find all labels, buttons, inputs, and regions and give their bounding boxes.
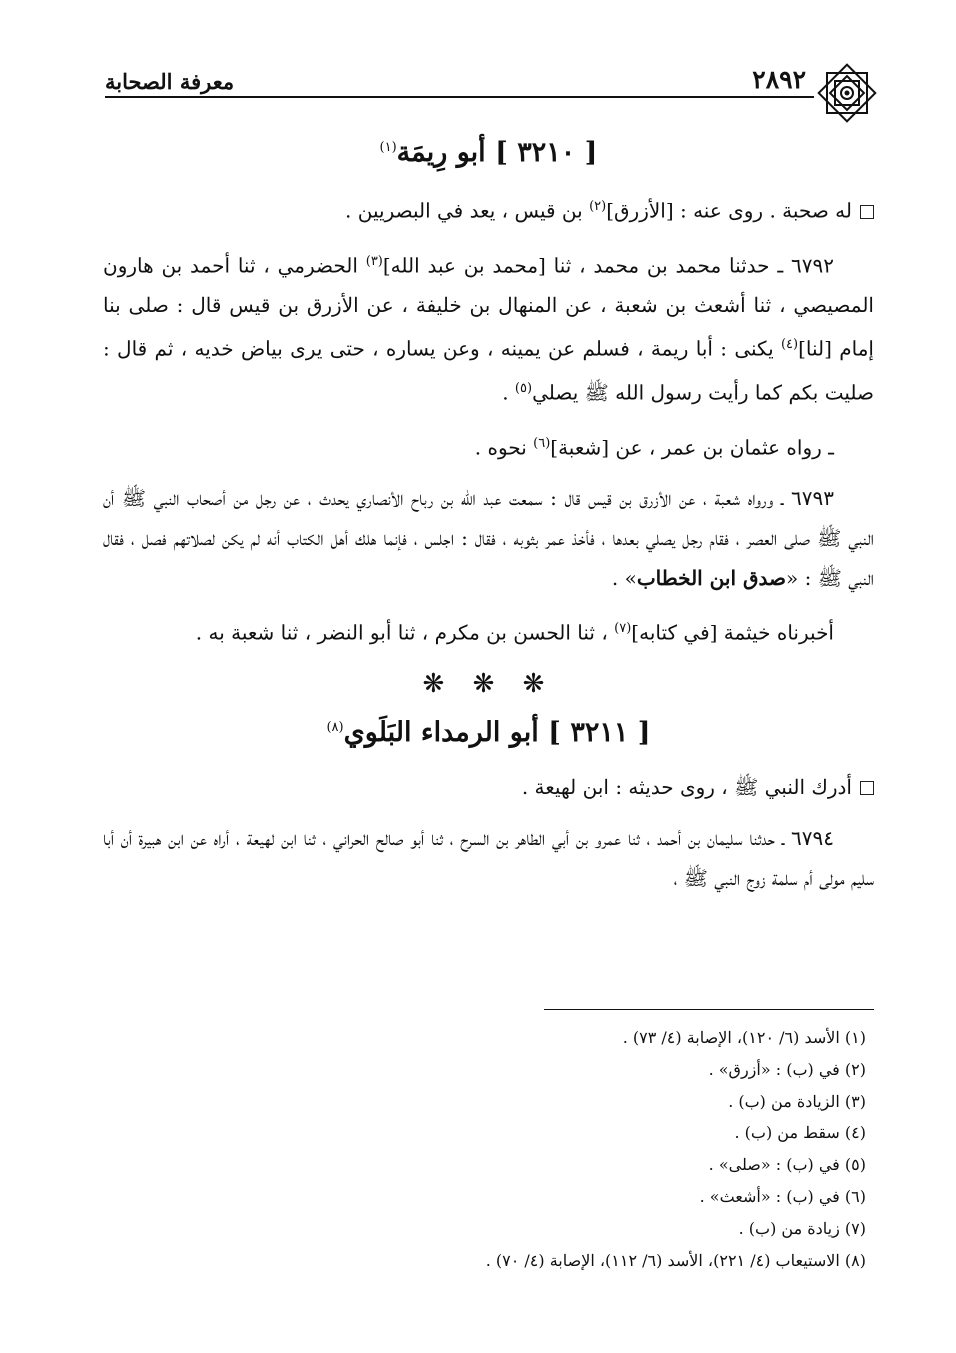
hadith-text: الحضرمي ، ثنا أحمد بن هارون المصيصي ، ثنا أشعث بن شعبة ، عن المنهال بن خليفة ، عن الأزرق بن قيس قال : صلى بنا إمام [لنا] [103, 253, 874, 361]
running-title: معرفة الصحابة [105, 69, 235, 94]
footnote: (٨) الاستيعاب (٤/ ٢٢١)، الأسد (٦/ ١١٢)، الإصابة (٤/ ٧٠) . [485, 1250, 866, 1270]
footnote-ref: (٦) [533, 435, 551, 451]
footnote-ref: (٨) [326, 719, 344, 735]
footnote-ref: (٤) [780, 337, 799, 353]
page-number: ٢٨٩٢ [752, 65, 806, 94]
hadith-text: . [502, 380, 515, 405]
footnote-ref: (٣) [365, 253, 383, 269]
hadith-text: ٦٧٩٣ ـ ورواه شعبة ، عن الأزرق بن قيس قال : سمعت عبد الله بن رباح الأنصاري يحدث ، عن رجل من أصحاب النبي ﷺ أن النبي ﷺ صلى العصر ، فقام رجل يصلي بعدها ، فأخذ عمر بثوبه ، فقال : اجلس ، فإنما هلك أهل الكتاب أنه لم يكن لصلاتهم فصل ، فقال النبي ﷺ : « [103, 486, 874, 591]
footnote: (٢) في (ب) : «أزرق» . [708, 1059, 866, 1079]
section-separator: ❋ ❋ ❋ [422, 668, 555, 699]
entry-title-text: [ ٣٢١٠ ] أبو رِيمَة [396, 137, 598, 168]
footnote-ref: (٧) [614, 621, 632, 637]
footnote: (٧) زيادة من (ب) . [738, 1218, 866, 1238]
hadith-text: يكنى : أبا ريمة ، فسلم عن يمينه ، وعن يساره ، حتى يرى بياض خديه ، ثم قال : صليت بكم كما رأيت رسول الله ﷺ يصلي [103, 336, 874, 405]
footnote: (٦) في (ب) : «أشعث» . [699, 1186, 866, 1206]
bio-text: بن قيس ، يعد في البصريين . [345, 198, 590, 223]
footnote-ref: (٢) [589, 199, 607, 214]
main-text [103, 128, 874, 909]
isnad-text: أخبرناه خيثمة [في كتابه] [631, 620, 834, 645]
riwaya-line [103, 424, 874, 468]
quoted-saying: صدق ابن الخطاب [636, 566, 786, 591]
footnote-rule [544, 1009, 874, 1010]
entry-bio-3211 [103, 767, 874, 807]
hadith-6794 [103, 818, 874, 898]
footnote: (٣) الزيادة من (ب) . [728, 1091, 866, 1111]
entry-bio-3210 [103, 187, 874, 231]
footnote: (١) الأسد (٦/ ١٢٠)، الإصابة (٤/ ٧٣) . [622, 1028, 866, 1047]
square-bullet-icon [860, 781, 874, 795]
akhbarana-line [103, 609, 874, 653]
entry-title-text: [ ٣٢١١ ] أبو الرمداء البَلَوي [343, 716, 651, 748]
footnotes [300, 1022, 866, 1276]
ornament-star-icon [814, 60, 880, 126]
header-rule [105, 96, 814, 98]
entry-title-3211 [103, 708, 874, 753]
isnad-text: ، ثنا الحسن بن مكرم ، ثنا أبو النضر ، ثنا شعبة به . [195, 620, 615, 645]
bio-text: أدرك النبي ﷺ ، روى حديثه : ابن لهيعة . [521, 774, 852, 799]
square-bullet-icon [860, 205, 874, 219]
hadith-text: » . [611, 566, 637, 591]
hadith-6793 [103, 478, 874, 598]
bio-text: له صحبة . روى عنه : [الأزرق] [606, 198, 852, 223]
page-header [105, 58, 878, 94]
riwaya-text: نحوه . [474, 435, 534, 460]
footnote: (٥) في (ب) : «صلى» . [708, 1155, 866, 1175]
footnote: (٤) سقط من (ب) . [734, 1123, 866, 1143]
riwaya-text: ـ رواه عثمان بن عمر ، عن [شعبة] [550, 435, 834, 460]
entry-title-3210 [103, 128, 874, 173]
hadith-text: ٦٧٩٤ ـ حدثنا سليمان بن أحمد ، ثنا عمرو بن أبي الطاهر بن السرح ، ثنا أبو صالح الحراني ، ثنا ابن لهيعة ، أراه عن ابن هبيرة أن أبا سليم مولى أم سلمة زوج النبي ﷺ ، [103, 825, 874, 890]
footnote-ref: (١) [379, 140, 397, 155]
hadith-6792 [103, 242, 874, 413]
footnote-ref: (٥) [514, 380, 533, 396]
hadith-text: ٦٧٩٢ ـ حدثنا محمد بن محمد ، ثنا [محمد بن عبد الله] [382, 253, 834, 278]
